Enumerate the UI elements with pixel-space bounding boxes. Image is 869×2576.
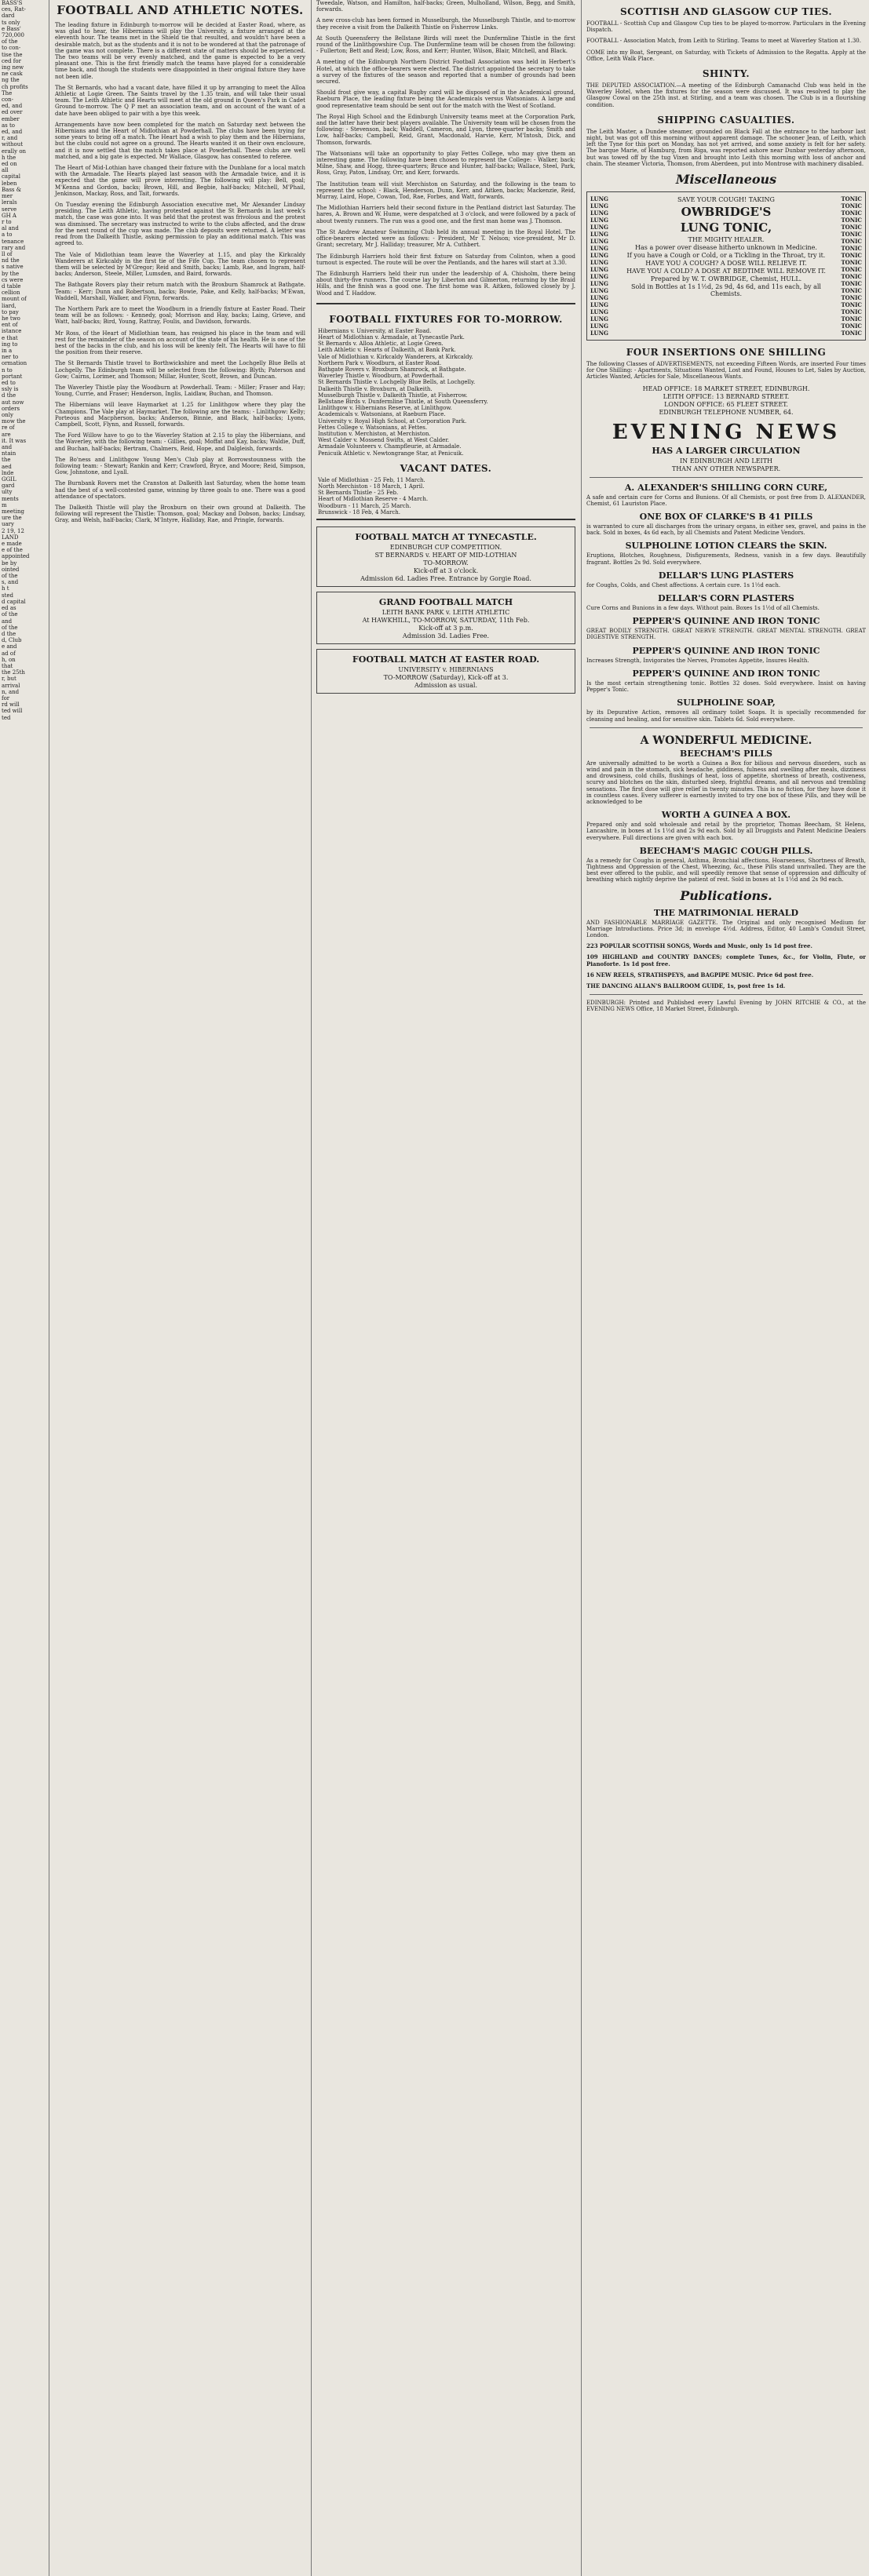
fragment-line: ntain: [2, 450, 16, 457]
ad-line: Kick-off at 3 o'clock.: [413, 567, 479, 574]
printer-imprint: EDINBURGH: Printed and Published every Lawful Evening by JOHN RITCHIE & CO., at the EVENING NEWS Office, 18 Market Street, Edinburgh.: [586, 1000, 866, 1013]
fragment-line: mount of: [2, 296, 27, 303]
fixture-line: Vale of Midlothian v. Kirkcaldy Wanderers, at Kirkcaldy.: [318, 353, 473, 360]
fixture-line: University v. Royal High School, at Corporation Park.: [318, 417, 467, 424]
fragment-line: ner to: [2, 354, 19, 361]
fragment-line: as to: [2, 122, 16, 129]
middle-paragraph: The Institution team will visit Merchiston on Saturday, and the following is the team to represent the school: - Black, Henderson, Dunn, Kerr, and Aitken, backs; Mackenzie, Reid, Murray, Laird, Hope, Cowan, Tod, Rae, Forbes, and Watt, forwards.: [316, 180, 575, 201]
middle-paragraph: The Midlothian Harriers held their second fixture in the Pentland district last Saturday. The hares, A. Brown and W. Hume, were despatched at 3 o'clock, and were followed by a pack of about twenty runners. The run was a good one, and the first man home was J. Thomson.: [316, 205, 575, 224]
fixture-line: St Bernards v. Alloa Athletic, at Logie Green.: [318, 341, 444, 348]
fragment-line: gard: [2, 483, 15, 490]
ad-line: Admission 6d. Ladies Free. Entrance by Gorgie Road.: [360, 575, 531, 582]
fragment-line: in a: [2, 347, 13, 354]
fragment-line: istance: [2, 328, 22, 335]
shinty-heading: SHINTY.: [702, 68, 750, 80]
fragment-line: are: [2, 431, 11, 438]
cough-pills-paragraph: As a remedy for Coughs in general, Asthma, Bronchial affections, Hoarseness, Shortness of Breath, Tightness and Oppression of the Chest, Wheezing, &c., these Pills stand unrivalled. They are the best ever offered to the public, and will speedily remove that sense of oppression and difficulty of breathing which nightly deprive the patient of rest. Sold in boxes at 1s 1½d and 2s 9d each.: [586, 857, 866, 884]
ad-text: A safe and certain cure for Corns and Bunions. Of all Chemists, or post free from D. ALEXANDER, Chemist, 61 Lauriston Place.: [586, 494, 866, 507]
matrimonial-herald-title: THE MATRIMONIAL HERALD: [653, 907, 799, 918]
ad-line: TO-MORROW (Saturday), Kick-off at 3.: [383, 674, 509, 681]
fragment-line: ne cask: [2, 71, 23, 78]
fixture-line: Waverley Thistle v. Woodburn, at Powderhall.: [318, 373, 444, 380]
fragment-line: n to: [2, 366, 13, 373]
office-line: HEAD OFFICE: 18 MARKET STREET, EDINBURGH.: [642, 384, 810, 392]
ad-title: FOOTBALL MATCH AT TYNECASTLE.: [355, 532, 537, 542]
football-paragraph: The Northern Park are to meet the Woodburn in a friendly fixture at Easter Road. Their team will be as follows: - Kennedy, goal; Morrison and Hay, backs; Laing, Grieve, and Watt, half-backs; Bird, Young, Rattray, Foulis, and Davidson, forwards.: [55, 305, 305, 326]
ad-text: for Coughs, Colds, and Chest affections. A certain cure. 1s 1½d each.: [586, 581, 781, 588]
tonic-line: Prepared by W. T. OWBRIDGE, Chemist, HULL.: [650, 275, 802, 283]
fragment-line: r to: [2, 218, 12, 225]
fragment-line: ed, and: [2, 129, 23, 136]
beecham-worth: WORTH A GUINEA A BOX.: [661, 810, 791, 821]
tynecastle-match-ad: [316, 526, 575, 587]
fragment-line: e Bass': [2, 25, 21, 32]
fragment-line: for: [2, 694, 10, 701]
evening-news-sub2: IN EDINBURGH AND LEITH: [679, 457, 773, 465]
cup-ties-heading: SCOTTISH AND GLASGOW CUP TIES.: [619, 6, 833, 17]
ad-text: Is the most certain strengthening tonic. Bottles 32 doses. Sold everywhere. Insist on having Pepper's Tonic.: [586, 680, 866, 694]
fragment-line: d table: [2, 282, 21, 290]
evening-news-sub3: THAN ANY OTHER NEWSPAPER.: [671, 465, 781, 472]
fragment-line: that: [2, 662, 13, 669]
fragment-line: ember: [2, 115, 20, 122]
fragment-line: 720,000: [2, 32, 24, 39]
fragment-line: he two: [2, 315, 20, 322]
tonic-name: LUNG TONIC,: [680, 220, 772, 235]
fragment-line: ed to: [2, 379, 16, 386]
fragment-line: e of the: [2, 547, 23, 554]
evening-news-sub1: HAS A LARGER CIRCULATION: [652, 445, 801, 456]
fragment-line: of the: [2, 624, 18, 631]
fragment-line: lnde: [2, 469, 14, 476]
middle-paragraph: The Edinburgh Harriers hold their first fixture on Saturday from Colinton, when a good turnout is expected. The route will be over the Pentlands, and the hares will start at 3.30.: [316, 253, 575, 266]
fixture-line: Dalkeith Thistle v. Broxburn, at Dalkeith.: [318, 385, 433, 392]
football-paragraph: The Bo'ness and Linlithgow Young Men's Club play at Borrowstounness with the following team: - Stewart; Rankin and Kerr; Crawford, Bryce, and Moore; Reid, Simpson, Gow, Johnstone, and Lyall.: [55, 456, 305, 476]
ad-line: LEITH BANK PARK v. LEITH ATHLETIC: [382, 609, 510, 616]
fragment-line: and: [2, 618, 13, 625]
fragment-line: d, Club: [2, 637, 22, 644]
ad-title: PEPPER'S QUININE AND IRON TONIC: [632, 668, 820, 679]
cough-pills-title: BEECHAM'S MAGIC COUGH PILLS.: [639, 845, 813, 856]
fixture-line: Heart of Midlothian v. Armadale, at Tynecastle Park.: [318, 333, 465, 341]
miscellaneous-heading: Miscellaneous: [675, 172, 777, 188]
fragment-line: ing new: [2, 64, 24, 71]
fragment-line: ces, Rat-: [2, 6, 26, 13]
fragment-line: leben: [2, 180, 17, 187]
shinty-paragraph: THE DEPUTED ASSOCIATION.—A meeting of the Edinburgh Camanachd Club was held in the Waverley Hotel, when the fixtures for the season were discussed. It was resolved to play the Glasgow Cowal on the 25th inst. at Stirling, and a team was chosen. The Club is in a flourishing condition.: [586, 82, 866, 108]
vacant-date-line: Brunswick - 18 Feb, 4 March.: [318, 508, 401, 516]
fragment-line: orders: [2, 405, 20, 412]
fragment-line: ed on: [2, 161, 17, 168]
fragment-line: to con-: [2, 45, 21, 52]
fragment-line: lerals: [2, 199, 17, 206]
office-line: LONDON OFFICE: 65 FLEET STREET.: [664, 400, 788, 408]
right-column: [583, 0, 869, 2576]
fragment-line: portant: [2, 373, 23, 380]
fragment-line: ing to: [2, 341, 18, 348]
beecham-title: A WONDERFUL MEDICINE.: [640, 734, 812, 747]
football-notes-column: [52, 0, 309, 2576]
fragment-line: m: [2, 501, 7, 508]
office-line: LEITH OFFICE: 13 BERNARD STREET.: [663, 392, 790, 400]
fragment-line: The: [2, 89, 13, 97]
fixture-line: Hibernians v. University, at Easter Road.: [318, 327, 432, 334]
ad-text: Eruptions, Blotches, Roughness, Disfigurements, Redness, vanish in a few days. Beautifully fragrant. Bottles 2s 9d. Sold everywhere.: [586, 552, 866, 566]
fragment-line: ed, and: [2, 103, 23, 110]
fragment-line: h, on: [2, 656, 16, 663]
ad-title: GRAND FOOTBALL MATCH: [378, 597, 513, 607]
fragment-line: aed: [2, 463, 12, 470]
fixture-line: Leith Athletic v. Hearts of Dalkeith, at Bank Park.: [318, 347, 456, 354]
ad-line: UNIVERSITY v. HIBERNIANS: [398, 666, 494, 673]
shipping-heading: SHIPPING CASUALTIES.: [657, 114, 795, 126]
middle-paragraph: The Watsonians will take an opportunity to play Fettes College, who may give them an interesting game. The following have been chosen to represent the College: - Walker, back; Milne, Shaw, and Hogg, three-quarters; Bruce and Hunter, half-backs; Wallace, Steel, Park, Ross, Gray, Paton, Lindsay, Orr, and Kerr, forwards.: [316, 150, 575, 177]
reels-ad: 16 NEW REELS, STRATHSPEYS, and BAGPIPE MUSIC. Price 6d post free.: [586, 971, 814, 978]
fragment-line: arrival: [2, 682, 20, 689]
fragment-line: serve: [2, 206, 17, 213]
fragment-line: nd the: [2, 257, 20, 264]
matrimonial-herald-paragraph: AND FASHIONABLE MARRIAGE GAZETTE. The Original and only recognised Medium for Marriage Introductions. Price 3d; in envelope 4½d. Address, Editor, 40 Lamb's Conduit Street, London.: [586, 919, 866, 938]
ad-title: FOOTBALL MATCH AT EASTER ROAD.: [352, 654, 540, 665]
four-insertions-paragraph: The following Classes of ADVERTISEMENTS, not exceeding Fifteen Words, are inserted Four times for One Shilling: - Apartments, Situations Wanted, Lost and Found, Houses to Let, Sales by Auction, Articles Wanted, Articles for Sale, Miscellaneous Wants.: [586, 361, 866, 381]
fragment-line: e that: [2, 334, 18, 341]
cup-paragraph: FOOTBALL - Association Match, from Leith to Stirling. Teams to meet at Waverley Station at 1.30.: [586, 38, 861, 45]
fragment-line: ure the: [2, 515, 22, 522]
tonic-side-text: TONIC TONIC TONIC TONIC TONIC TONIC TONIC TONIC TONIC TONIC TONIC TONIC TONIC TONIC TONIC TONIC TONIC TONIC TONIC TONIC: [841, 195, 862, 337]
fixture-line: Linlithgow v. Hibernians Reserve, at Linlithgow.: [318, 405, 452, 412]
football-notes-heading: FOOTBALL AND ATHLETIC NOTES.: [57, 3, 304, 17]
fragment-line: without: [2, 141, 24, 148]
left-fragment-column: [0, 0, 47, 2576]
middle-paragraph: Should frost give way, a capital Rugby card will be disposed of in the Academical ground, Raeburn Place, the leading fixture being the Academicals versus Watsonians. A large and good representative team should be sent out for the match with the West of Scotland.: [316, 89, 575, 109]
fragment-line: con-: [2, 97, 14, 104]
fixture-line: Bathgate Rovers v. Broxburn Shamrock, at Bathgate.: [318, 366, 466, 373]
football-paragraph: The Bathgate Rovers play their return match with the Broxburn Shamrock at Bathgate. Team: - Kerr; Dunn and Robertson, backs; Bowie, Pake, and Kelly, half-backs; M'Ewan, Waddell, Marshall, Walker, and Flynn, forwards.: [55, 282, 305, 301]
middle-paragraph: The St Andrew Amateur Swimming Club held its annual meeting in the Royal Hotel. The office-bearers elected were as follows: - President, Mr T. Nelson; vice-president, Mr D. Grant; secretary, Mr J. Halliday; treasurer, Mr A. Cuthbert.: [316, 228, 575, 249]
fragment-line: of the: [2, 611, 18, 618]
fragment-line: only: [2, 412, 13, 418]
ad-title: A. ALEXANDER'S SHILLING CORN CURE,: [624, 482, 828, 493]
evening-news-title: EVENING NEWS: [612, 420, 841, 444]
fixture-line: Bellstane Birds v. Dunfermline Thistle, at South Queensferry.: [318, 398, 488, 405]
fixture-line: Northern Park v. Woodburn, at Easter Road.: [318, 359, 442, 366]
vacant-date-line: North Merchiston - 18 March, 1 April.: [318, 483, 425, 490]
tonic-brand: OWBRIDGE'S: [681, 205, 772, 220]
fragment-line: to pay: [2, 308, 19, 315]
fragment-line: rd will: [2, 701, 20, 709]
tonic-line: Sold in Bottles at 1s 1½d, 2s 9d, 4s 6d, and 11s each, by all Chemists.: [631, 283, 821, 298]
ad-text: Cure Corns and Bunions in a few days. Without pain. Boxes 1s 1½d of all Chemists.: [586, 605, 820, 612]
fixture-line: Armadale Volunteers v. Champfleurie, at Armadale.: [318, 443, 462, 450]
fragment-line: ted will: [2, 708, 23, 715]
fixture-line: Fettes College v. Watsonians, at Fettes.: [318, 424, 428, 431]
column-rule: [311, 0, 312, 2576]
football-paragraph: The leading fixture in Edinburgh to-morrow will be decided at Easter Road, where, as was glad to hear, the Hibernians will play the University, a fixture arranged at the eleventh hour. The teams met in the Shield tie that resulted, and wouldn't have been a desirable match, but as the students and it is not to be wondered at that the patronage of the game was not complete. There is a different state of matters should be experienced. The two teams will be very evenly matched, and the game is expected to be a very pleasant one. This is the first friendly match the teams have played for a considerable time back, and though the students were disappointed in their original fixture they have not been idle.: [55, 22, 305, 80]
fragment-line: mer: [2, 193, 13, 200]
fragment-line: it. It was: [2, 437, 27, 444]
ad-title: DELLAR'S CORN PLASTERS: [658, 593, 794, 604]
fragment-line: n, and: [2, 688, 20, 695]
ad-line: ST BERNARDS v. HEART OF MID-LOTHIAN: [374, 552, 517, 559]
football-paragraph: The Dalkeith Thistle will play the Broxburn on their own ground at Dalkeith. The following will represent the Thistle: Thomson, goal; Mackay and Dobson, backs; Lindsay, Gray, and Welsh, half-backs; Clark, M'Intyre, Halliday, Rae, and Pringle, forwards.: [55, 505, 305, 524]
tonic-line: HAVE YOU A COUGH? A DOSE WILL RELIEVE IT.: [645, 260, 807, 268]
fragment-line: e made: [2, 541, 22, 548]
vacant-date-line: St Bernards Thistle - 25 Feb.: [318, 490, 399, 497]
fragment-line: of the: [2, 38, 18, 46]
beecham-paragraph: Are universally admitted to be worth a Guinea a Box for bilious and nervous disorders, such as wind and pain in the stomach, sick headache, giddiness, fulness and swelling after meals, dizziness and drowsiness, cold chills, flushings of heat, loss of appetite, shortness of breath, costiveness, scurvy and blotches on the skin, disturbed sleep, frightful dreams, and all nervous and trembling sensations. The first dose will give relief in twenty minutes. This is no fiction, for they have done it in countless cases. Every sufferer is earnestly invited to try one box of these Pills, and they will be acknowledged to be: [586, 760, 866, 805]
tonic-line: HAVE YOU A COLD? A DOSE AT BEDTIME WILL REMOVE IT.: [626, 268, 826, 275]
fragment-line: a to: [2, 231, 13, 239]
fragment-line: r, but: [2, 676, 16, 683]
fragment-line: ments: [2, 495, 19, 502]
football-paragraph: The Burnbank Rovers met the Cranston at Dalkeith last Saturday, when the home team had the best of a well-contested game, winning by three goals to one. There was a good attendance of spectators.: [55, 480, 305, 500]
fragment-line: all: [2, 167, 9, 174]
fragment-line: ointed: [2, 566, 20, 573]
vacant-dates-list: [316, 477, 575, 516]
four-insertions-heading: FOUR INSERTIONS ONE SHILLING: [626, 347, 827, 359]
fragment-line: liard,: [2, 302, 16, 309]
football-paragraph: The Vale of Midlothian team leave the Waverley at 1.15, and play the Kirkcaldy Wanderers at Kirkcaldy in the first tie of the Fife Cup. The team chosen to represent them will be selected by M'Gregor; Reid and Smith, backs; Lamb, Rae, and Ingram, half-backs; Anderson, Steele, Miller, Lumsden, and Baird, forwards.: [55, 251, 305, 278]
lung-side-text: LUNG LUNG LUNG LUNG LUNG LUNG LUNG LUNG LUNG LUNG LUNG LUNG LUNG LUNG LUNG LUNG LUNG LUNG LUNG LUNG: [590, 195, 609, 337]
middle-paragraph: The Edinburgh Harriers held their run under the leadership of A. Chisholm, there being about thirty-five runners. The course lay by Liberton and Gilmerton, returning by the Braid Hills, and the finish was a good one. The first home was R. Aitken, followed closely by J. Wood and T. Haddow.: [316, 270, 575, 297]
fragment-line: tise the: [2, 51, 23, 58]
ad-subtitle: EDINBURGH CUP COMPETITION.: [389, 544, 502, 551]
vacant-date-line: Heart of Midlothian Reserve - 4 March.: [318, 496, 429, 503]
fragment-line: ent of: [2, 322, 18, 329]
football-paragraph: Arrangements have now been completed for the match on Saturday next between the Hibernians and the Heart of Midlothian at Powderhall. The clubs have been trying for some years to bring off a match. The Heart had a wish to play them and the Hibernians, but the clubs could not agree on a ground. The Hearts wanted it on their own enclosure, and it is now settled that the match takes place at Powderhall. These clubs are well matched, and a big gate is expected. Mr Wallace, Glasgow, has consented to referee.: [55, 121, 305, 160]
fragment-line: GH A: [2, 212, 16, 219]
easter-road-match-ad: [316, 649, 575, 694]
vacant-dates-heading: VACANT DATES.: [400, 462, 492, 474]
middle-notes-body: [313, 0, 579, 297]
tonic-top: SAVE YOUR COUGH! TAKING: [677, 196, 775, 204]
fragment-line: al and: [2, 225, 19, 232]
fragment-line: cellion: [2, 290, 20, 297]
fragment-line: d capital: [2, 598, 26, 605]
fragment-line: the 25th: [2, 669, 25, 676]
ad-title: SULPHOLINE LOTION CLEARS the SKIN.: [625, 541, 827, 552]
fixture-line: Institution v. Merchiston, at Merchiston.: [318, 430, 431, 437]
ad-line: Admission 3d. Ladies Free.: [402, 632, 490, 639]
fragment-line: d the: [2, 392, 16, 399]
fragment-line: ed as: [2, 605, 16, 612]
fragment-line: ch profits: [2, 83, 28, 90]
ad-title: PEPPER'S QUININE AND IRON TONIC: [632, 645, 820, 656]
football-notes-body: [52, 22, 309, 524]
fragment-line: ormation: [2, 360, 27, 367]
middle-paragraph: Tweedale, Watson, and Hamilton, half-backs; Green, Mulholland, Wilson, Begg, and Smith, forwards.: [316, 0, 575, 13]
football-paragraph: On Tuesday evening the Edinburgh Association executive met, Mr Alexander Lindsay presiding. The Leith Athletic, having protested against the St Bernards in last week's match, the case was gone into. It was held that the protest was frivolous and the protest was dismissed. The secretary was instructed to write to the clubs affected, and the draw for the next round of the cup was made. The club deposits were returned. A letter was read from the Dalkeith Thistle, asking permission to play an additional match. This was agreed to.: [55, 202, 305, 247]
publications-heading: Publications.: [680, 887, 772, 903]
ad-title: ONE BOX OF CLARKE'S B 41 PILLS: [639, 512, 813, 523]
fragment-line: h the: [2, 154, 16, 161]
fragment-line: d the: [2, 630, 16, 637]
fragment-line: meeting: [2, 508, 24, 516]
football-paragraph: The Waverley Thistle play the Woodburn at Powderhall. Team: - Miller; Fraser and Hay; Young, Currie, and Fraser; Henderson, Inglis, Laidlaw, Buchan, and Thomson.: [55, 384, 305, 398]
fragment-line: GGIL: [2, 476, 16, 483]
tonic-tag: THE MIGHTY HEALER.: [688, 236, 765, 244]
tonic-line: Has a power over disease hitherto unknown in Medicine.: [635, 244, 817, 252]
ad-line: TO-MORROW.: [423, 559, 469, 567]
ad-line: At HAWKHILL, TO-MORROW, SATURDAY, 11th Feb.: [362, 617, 530, 624]
ad-text: by its Depurative Action, removes all ordinary toilet Soaps. It is specially recommended for cleansing and healing, and for sensitive skin. Tablets 6d. Sold everywhere.: [586, 709, 866, 723]
beecham-paragraph-2: Prepared only and sold wholesale and retail by the proprietor, Thomas Beecham, St Helens, Lancashire, in boxes at 1s 1½d and 2s 9d each. Sold by all Druggists and Patent Medicine Dealers everywhere. Full directions are given with each box.: [586, 822, 866, 841]
vacant-date-line: Vale of Midlothian - 25 Feb, 11 March.: [318, 476, 425, 483]
fragment-line: by the: [2, 270, 20, 277]
football-paragraph: The Ford Willow have to go to the Waverley Station at 2.15 to play the Hibernians, and the Waverley, with the following team: - Gillies, goal; Moffat and Kay, backs; Waldie, Duff, and Buchan, half-backs; Bertram, Chalmers, Reid, Hope, and Dalgleish, forwards.: [55, 432, 305, 452]
cup-paragraph: FOOTBALL - Scottish Cup and Glasgow Cup ties to be played to-morrow. Particulars in the Evening Dispatch.: [586, 20, 866, 34]
fragment-line: the: [2, 457, 11, 464]
ad-title: DELLAR'S LUNG PLASTERS: [658, 570, 794, 581]
football-paragraph: The Hibernians will leave Haymarket at 1.25 for Linlithgow where they play the Champions. The Vale play at Haymarket. The following are the teams: - Linlithgow: Kelly; Porteous and Macpherson, backs; Anderson, Binnie, and Black, half-backs; Lyons, Campbell, Scott, Flynn, and Russell, forwards.: [55, 402, 305, 428]
middle-paragraph: The Royal High School and the Edinburgh University teams meet at the Corporation Park, and the latter have their best players available. The University team will be chosen from the following: - Stevenson, back; Waddell, Cameron, and Lyon, three-quarter backs; Smith and Low, half-backs; Campbell, Reid, Grant, Macdonald, Harvie, Kerr, M'Intosh, Dick, and Thomson, forwards.: [316, 113, 575, 146]
fragment-line: appointed: [2, 553, 30, 560]
fragment-line: ulty: [2, 489, 13, 496]
fragment-line: cs were: [2, 276, 24, 283]
fragment-line: Bass &: [2, 186, 21, 193]
fragment-line: rary and: [2, 244, 26, 251]
office-line: EDINBURGH TELEPHONE NUMBER, 64.: [659, 408, 794, 416]
fragment-line: r, and: [2, 135, 18, 142]
fragment-line: erally on: [2, 148, 27, 155]
fragment-line: ted: [2, 714, 11, 721]
football-paragraph: The Heart of Mid-Lothian have changed their fixture with the Dunblane for a local match with the Armadale. The Hearts played last season with the Armadale twice, and it is expected that the game will prove interesting. The following will play: Bell, goal; M'Kenna and Gordon, backs; Brown, Hill, and Begbie, half-backs; Mitchell, M'Phail, Jenkinson, Mackay, Ross, and Tait, forwards.: [55, 165, 305, 197]
fragment-line: aut now: [2, 399, 24, 406]
tonic-line: If you have a Cough or Cold, or a Tickling in the Throat, try it.: [626, 252, 826, 260]
grand-football-match-ad: [316, 592, 575, 644]
beecham-name: BEECHAM'S PILLS: [680, 748, 772, 759]
fixtures-heading: FOOTBALL FIXTURES FOR TO-MORROW.: [329, 313, 563, 325]
fragment-line: ssly is: [2, 386, 19, 393]
ad-title: SULPHOLINE SOAP,: [677, 698, 776, 709]
fragment-line: s native: [2, 264, 24, 271]
fragment-line: h t: [2, 585, 9, 592]
middle-paragraph: A new cross-club has been formed in Musselburgh, the Musselburgh Thistle, and to-morrow they receive a visit from the Dalkeith Thistle on Fisherrow Links.: [316, 17, 575, 31]
fixture-line: Academicals v. Watsonians, at Raeburn Place.: [318, 411, 446, 418]
fragment-line: ng the: [2, 77, 20, 84]
fragment-line: capital: [2, 173, 21, 180]
fragment-line: ad of: [2, 650, 16, 657]
fragment-line: LAND: [2, 534, 19, 541]
ad-text: Increases Strength, Invigorates the Nerves, Promotes Appetite, Insures Health.: [586, 657, 809, 664]
fragment-line: tenance: [2, 238, 24, 245]
fragment-line: uary: [2, 521, 14, 528]
football-paragraph: The St Bernards Thistle travel to Borthwickshire and meet the Lochgelly Blue Bells at Lochgelly. The Edinburgh team will be selected from the following: Blyth; Paterson and Gow; Cairns, Lorimer, and Thomson; Millar, Hunter, Scott, Brown, and Duncan.: [55, 360, 305, 380]
fragment-line: ll of: [2, 250, 13, 257]
middle-column: [313, 0, 579, 2576]
fragment-line: ts only: [2, 19, 20, 26]
songs-ad: 223 POPULAR SCOTTISH SONGS, Words and Music, only 1s 1d post free.: [586, 942, 812, 950]
fixture-line: West Calder v. Mossend Swifts, at West Calder.: [318, 437, 450, 444]
fragment-line: re of: [2, 424, 15, 432]
lung-tonic-ad: [586, 191, 866, 341]
fixtures-list: [316, 328, 575, 457]
ad-title: PEPPER'S QUININE AND IRON TONIC: [632, 616, 820, 627]
ad-line: Kick-off at 3 p.m.: [418, 625, 473, 632]
fixture-line: St Bernards Thistle v. Lochgelly Blue Bells, at Lochgelly.: [318, 379, 476, 386]
ad-text: is warranted to cure all discharges from the urinary organs, in either sex, gravel, and pains in the back. Sold in boxes, 4s 6d each, by all Chemists and Patent Medicine Vendors.: [586, 523, 866, 537]
fragment-line: e and: [2, 643, 17, 650]
fragment-line: ed over: [2, 109, 23, 116]
vacant-date-line: Woodburn - 11 March, 25 March.: [318, 502, 411, 509]
dances-ad: 109 HIGHLAND and COUNTRY DANCES; complete Tunes, &c., for Violin, Flute, or Pianoforte. 1s 1d post free.: [586, 953, 866, 967]
fragment-line: of the: [2, 573, 18, 580]
fixture-line: Musselburgh Thistle v. Dalkeith Thistle, at Fisherrow.: [318, 392, 468, 399]
middle-paragraph: At South Queensferry the Bellstane Birds will meet the Dunfermline Thistle in the first round of the Linlithgowshire Cup. The Dunfermline team will be chosen from the following: - Fullerton; Bett and Reid; Low, Ross, and Kerr; Hunter, Wilson, Blair, Mitchell, and Black.: [316, 35, 575, 55]
ballroom-guide-ad: THE DANCING ALLAN'S BALLROOM GUIDE, 1s, post free 1s 1d.: [586, 982, 786, 989]
middle-paragraph: A meeting of the Edinburgh Northern District Football Association was held in Herbert's Hotel, at which the office-bearers were elected. The district appointed the secretary to take a survey of the fixtures of the season and reported that a number of grounds had been secured.: [316, 59, 575, 86]
fragment-line: ced for: [2, 57, 21, 64]
fragment-line: dard: [2, 13, 15, 20]
football-paragraph: The St Bernards, who had a vacant date, have filled it up by arranging to meet the Alloa Athletic at Logie Green. The Saints travel by the 1.35 train, and will take their usual team. The Leith Athletic and Hearts will meet at the old ground in Queen's Park in Cadet Ground to-morrow. The Q P met an association team, and on account of the want of a date have been obliged to pair with a bye this week.: [55, 84, 305, 117]
ad-text: GREAT BODILY STRENGTH. GREAT NERVE STRENGTH. GREAT MENTAL STRENGTH. GREAT DIGESTIVE STRENGTH.: [586, 628, 866, 641]
fragment-line: BASS'S: [2, 0, 23, 6]
fragment-line: be by: [2, 559, 17, 567]
fragment-line: mow the: [2, 418, 26, 425]
ad-line: Admission as usual.: [414, 682, 478, 689]
cup-paragraph: COME into my Boat, Sergeant, on Saturday, with Tickets of Admission to the Regatta. Apply at the Office, Leith Walk Place.: [586, 49, 866, 62]
football-paragraph: Mr Ross, of the Heart of Midlothian team, has resigned his place in the team and will rest for the remainder of the season on account of the state of his health. He is one of the best of the backs in the club, and his loss will be keenly felt. The Hearts will have to fill the position from their reserve.: [55, 330, 305, 356]
fragment-line: s, and: [2, 579, 19, 586]
fixtures-section: [316, 303, 575, 520]
fragment-line: sted: [2, 592, 14, 599]
column-rule: [581, 0, 582, 2576]
fragment-line: and: [2, 444, 13, 451]
shipping-paragraph: The Leith Master, a Dundee steamer, grounded on Black Fall at the entrance to the harbour last night, but was got off this morning without apparent damage. The schooner Jean, of Leith, which left the Tyne for this port on Monday, has not yet arrived, and some anxiety is felt for her safety. The barque Marie, of Hamburg, from Riga, was reported ashore near Dunbar yesterday afternoon, but was towed off by the tug Vixen and brought into Leith this morning with loss of anchor and chain. The steamer Victoria, Thomson, from Aberdeen, put into Montrose with machinery disabled.: [586, 128, 866, 167]
fragment-line: 2 19, 12: [2, 527, 24, 534]
fixture-line: Penicuik Athletic v. Newtongrange Star, at Penicuik.: [318, 450, 464, 457]
